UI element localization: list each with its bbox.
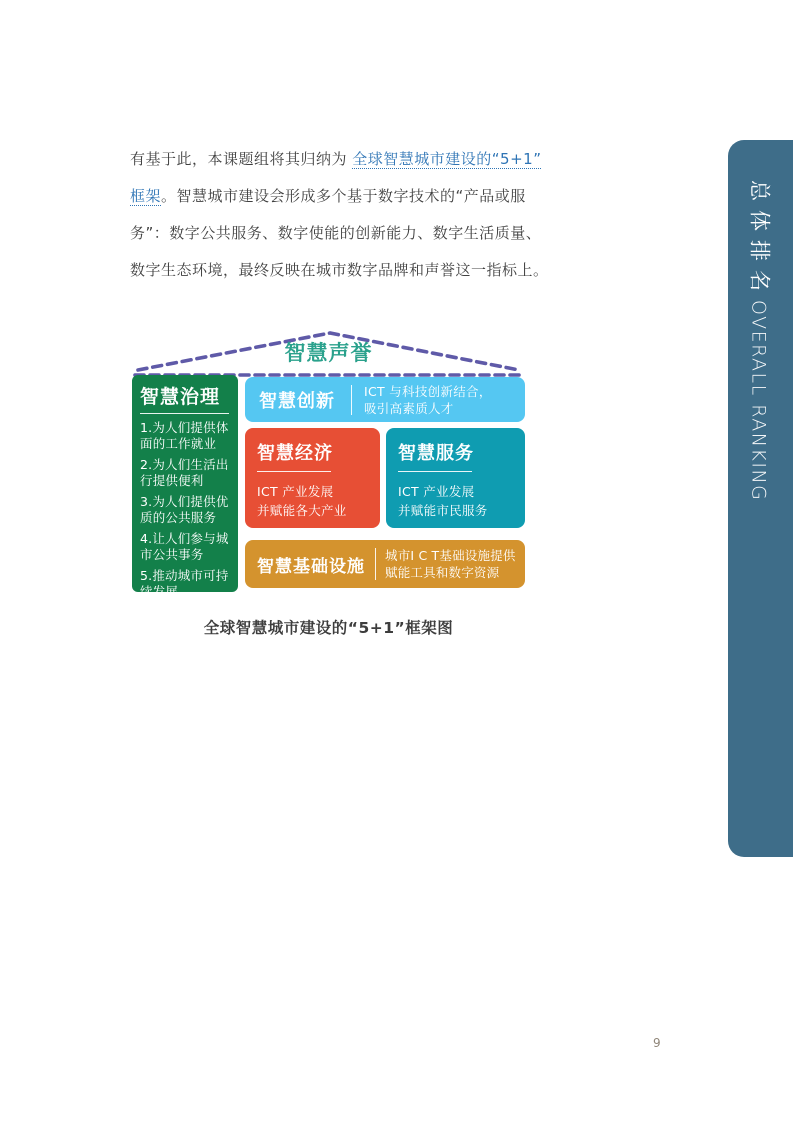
infrastructure-description (385, 547, 516, 581)
description-line: ICT 产业发展 (398, 484, 475, 499)
infrastructure-box (245, 540, 525, 588)
description-line: 并赋能各大产业 (257, 503, 347, 518)
governance-item: 5.推动城市可持续发展 (140, 568, 229, 599)
description-line: 并赋能市民服务 (398, 503, 488, 518)
innovation-box (245, 377, 525, 422)
paragraph-line-2 (130, 178, 549, 215)
title-underline (140, 413, 229, 414)
title-underline (257, 471, 331, 472)
paragraph-line-1 (130, 141, 549, 178)
page-number: 9 (653, 1036, 661, 1050)
sidebar-tab-overall-ranking[interactable] (728, 140, 793, 857)
description-line: 吸引高素质人才 (364, 400, 454, 416)
description-line: 城市I C T基础设施提供 (385, 548, 516, 563)
innovation-title: 智慧创新 (259, 390, 335, 412)
framework-link-continued[interactable]: 框架 (130, 187, 162, 205)
sidebar-tab-label-en: OVERALL RANKING (747, 300, 770, 502)
vertical-divider (351, 385, 352, 415)
economy-box (245, 428, 380, 528)
title-underline (398, 471, 472, 472)
paragraph-text: 。智慧城市建设会形成多个基于数字技术的“产品或服 (161, 187, 526, 205)
governance-box (132, 375, 238, 599)
governance-item: 2.为人们生活出行提供便利 (140, 457, 229, 488)
paragraph-line-3: 务”：数字公共服务、数字使能的创新能力、数字生活质量、 (130, 224, 542, 242)
description-line: ICT 与科技创新结合， (364, 383, 492, 399)
roof-label: 智慧声誉 (284, 341, 373, 365)
governance-item: 1.为人们提供体面的工作就业 (140, 420, 229, 451)
governance-item: 4.让人们参与城市公共事务 (140, 531, 229, 562)
description-line: 赋能工具和数字资源 (385, 565, 500, 580)
services-box (386, 428, 525, 528)
governance-item: 3.为人们提供优质的公共服务 (140, 494, 229, 525)
vertical-divider (375, 548, 376, 580)
innovation-description (364, 383, 492, 417)
infrastructure-title: 智慧基础设施 (257, 556, 365, 577)
figure-caption: 全球智慧城市建设的“5+1”框架图 (203, 619, 454, 637)
intro-paragraph (130, 141, 549, 289)
paragraph-text: 有基于此，本课题组将其归纳为 (130, 150, 353, 168)
framework-link[interactable]: 全球智慧城市建设的“5+1” (352, 150, 542, 168)
economy-description (257, 482, 368, 520)
sidebar-tab-label-cn: 总体排名 (747, 180, 772, 300)
economy-title: 智慧经济 (257, 443, 333, 464)
framework-diagram (132, 328, 525, 599)
sidebar-tab-label (746, 180, 776, 501)
services-description (398, 482, 513, 520)
governance-title: 智慧治理 (140, 386, 221, 408)
description-line: ICT 产业发展 (257, 484, 334, 499)
paragraph-line-4: 数字生态环境，最终反映在城市数字品牌和声誉这一指标上。 (130, 261, 549, 279)
services-title: 智慧服务 (398, 443, 474, 464)
